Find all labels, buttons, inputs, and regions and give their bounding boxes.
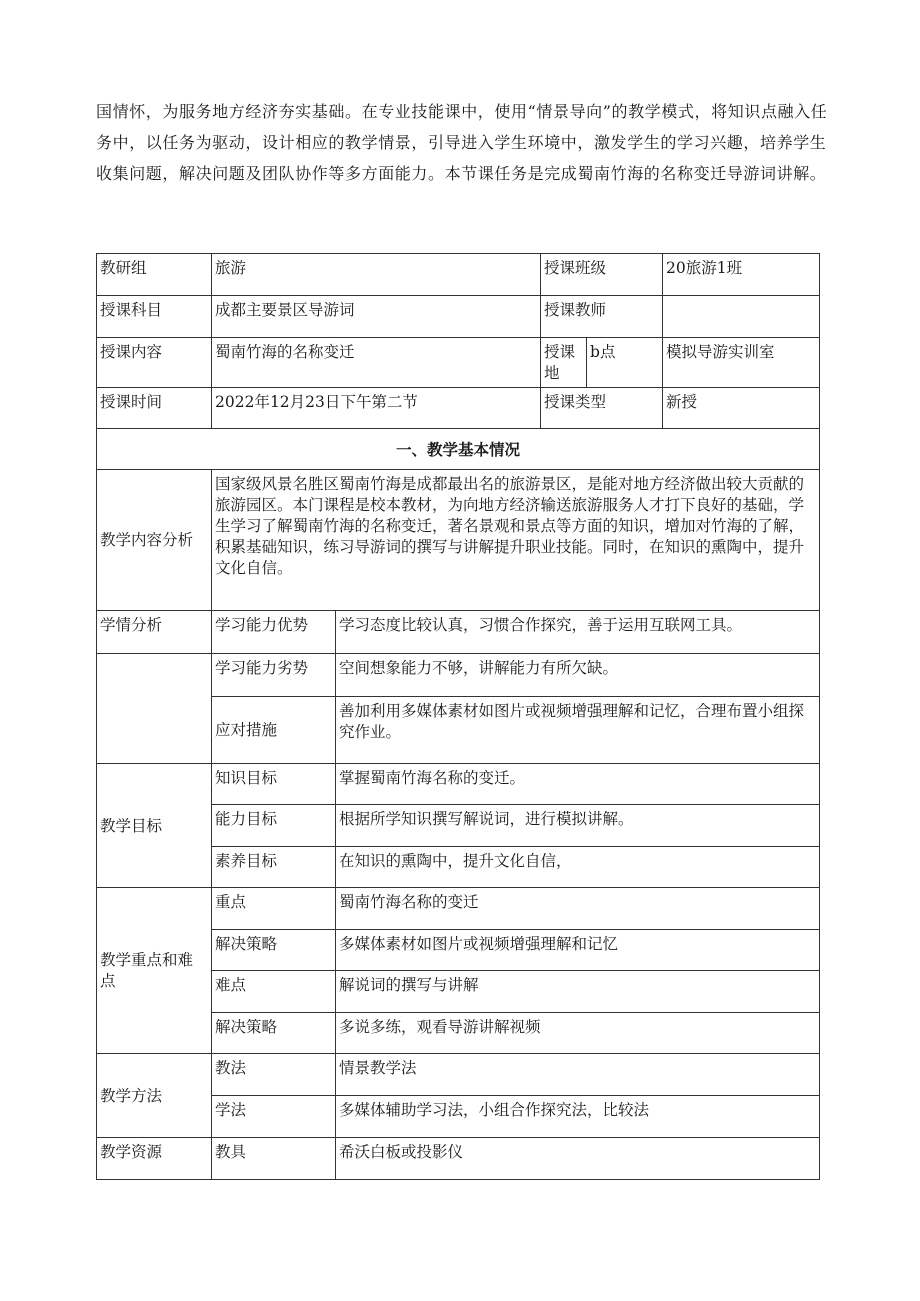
content-value: 蜀南竹海的名称变迁 xyxy=(212,338,541,388)
place-value: 模拟导游实训室 xyxy=(663,338,820,388)
group-label: 教研组 xyxy=(97,254,212,296)
learner-value: 学习态度比较认真，习惯合作探究，善于运用互联网工具。 xyxy=(336,611,820,654)
learner-key: 学习能力优势 xyxy=(212,611,336,654)
place-label: 授课地 xyxy=(541,338,587,388)
learner-label-blank xyxy=(97,654,212,764)
type-value: 新授 xyxy=(663,388,820,429)
keypoint-key: 解决策略 xyxy=(212,930,336,971)
intro-paragraph: 国情怀，为服务地方经济夯实基础。在专业技能课中，使用“情景导向”的教学模式，将知识点融入任务中，以任务为驱动，设计相应的教学情景，引导进入学生环境中，激发学生的学习兴趣，培养学生收集问题，解决问题及团队协作等多方面能力。本节课任务是完成蜀南竹海的名称变迁导游词讲解。 xyxy=(96,102,828,183)
keypoint-value: 多媒体素材如图片或视频增强理解和记忆 xyxy=(336,930,820,971)
keypoint-value: 解说词的撰写与讲解 xyxy=(336,971,820,1013)
resources-label: 教学资源 xyxy=(97,1138,212,1180)
keypoint-key: 重点 xyxy=(212,888,336,930)
goal-value: 根据所学知识撰写解说词，进行模拟讲解。 xyxy=(336,805,820,847)
row-content xyxy=(97,338,820,388)
method-value: 多媒体辅助学习法，小组合作探究法，比较法 xyxy=(336,1096,820,1138)
resource-value: 希沃白板或投影仪 xyxy=(336,1138,820,1180)
goal-key: 知识目标 xyxy=(212,764,336,805)
row-time xyxy=(97,388,820,429)
row-subject xyxy=(97,296,820,338)
goals-label: 教学目标 xyxy=(97,764,212,888)
keypoint-key: 难点 xyxy=(212,971,336,1013)
analysis-label: 教学内容分析 xyxy=(97,470,212,611)
method-key: 教法 xyxy=(212,1054,336,1096)
resource-row xyxy=(97,1138,820,1180)
methods-label: 教学方法 xyxy=(97,1054,212,1138)
class-value: 20旅游1班 xyxy=(663,254,820,296)
learner-key: 应对措施 xyxy=(212,697,336,764)
section-title: 一、教学基本情况 xyxy=(97,429,820,470)
teacher-label: 授课教师 xyxy=(541,296,663,338)
row-analysis xyxy=(97,470,820,611)
lesson-plan-table xyxy=(96,253,820,1180)
keypoint-row xyxy=(97,888,820,930)
resource-key: 教具 xyxy=(212,1138,336,1180)
place-label-suffix: b点 xyxy=(587,338,663,388)
learner-row xyxy=(97,611,820,654)
keypoint-value: 蜀南竹海名称的变迁 xyxy=(336,888,820,930)
method-row xyxy=(97,1054,820,1096)
learner-row xyxy=(97,654,820,697)
time-value: 2022年12月23日下午第二节 xyxy=(212,388,541,429)
learner-key: 学习能力劣势 xyxy=(212,654,336,697)
learner-value: 善加利用多媒体素材如图片或视频增强理解和记忆，合理布置小组探究作业。 xyxy=(336,697,820,764)
goal-row xyxy=(97,764,820,805)
goal-key: 素养目标 xyxy=(212,847,336,888)
goal-value: 掌握蜀南竹海名称的变迁。 xyxy=(336,764,820,805)
analysis-text: 国家级风景名胜区蜀南竹海是成都最出名的旅游景区，是能对地方经济做出较大贡献的旅游园区。本门课程是校本教材，为向地方经济输送旅游服务人才打下良好的基础，学生学习了解蜀南竹海的名称变迁，著名景观和景点等方面的知识，增加对竹海的了解，积累基础知识，练习导游词的撰写与讲解提升职业技能。同时，在知识的熏陶中，提升文化自信。 xyxy=(212,470,820,611)
class-label: 授课班级 xyxy=(541,254,663,296)
keypoint-key: 解决策略 xyxy=(212,1013,336,1054)
subject-label: 授课科目 xyxy=(97,296,212,338)
method-value: 情景教学法 xyxy=(336,1054,820,1096)
learner-value: 空间想象能力不够，讲解能力有所欠缺。 xyxy=(336,654,820,697)
subject-value: 成都主要景区导游词 xyxy=(212,296,541,338)
row-section-title xyxy=(97,429,820,470)
row-group xyxy=(97,254,820,296)
group-value: 旅游 xyxy=(212,254,541,296)
content-label: 授课内容 xyxy=(97,338,212,388)
time-label: 授课时间 xyxy=(97,388,212,429)
goal-value: 在知识的熏陶中，提升文化自信， xyxy=(336,847,820,888)
method-key: 学法 xyxy=(212,1096,336,1138)
keypoint-value: 多说多练，观看导游讲解视频 xyxy=(336,1013,820,1054)
teacher-value xyxy=(663,296,820,338)
keypoints-label: 教学重点和难点 xyxy=(97,888,212,1054)
learner-label: 学情分析 xyxy=(97,611,212,654)
goal-key: 能力目标 xyxy=(212,805,336,847)
type-label: 授课类型 xyxy=(541,388,663,429)
